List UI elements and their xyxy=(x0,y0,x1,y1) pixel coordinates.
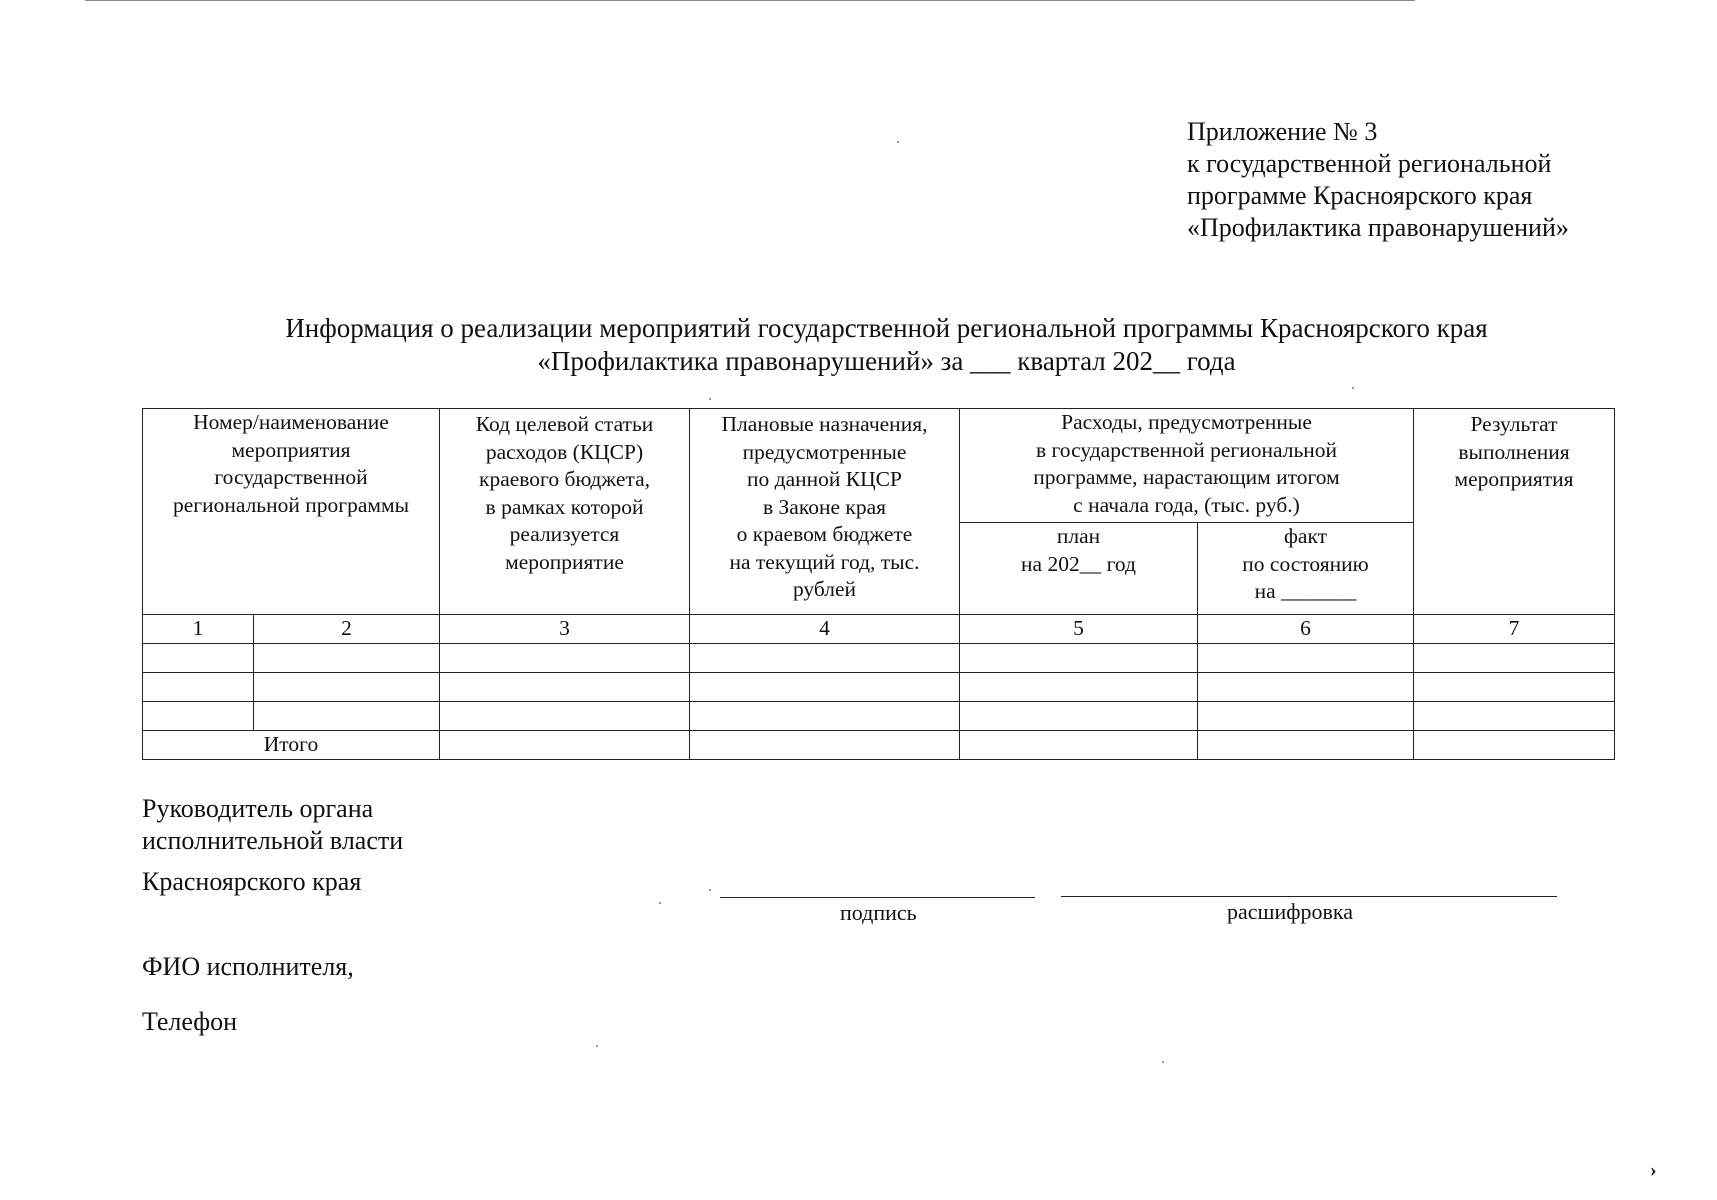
table-row xyxy=(143,672,1615,701)
table-cell[interactable] xyxy=(440,730,690,759)
title-line-1: Информация о реализации мероприятий государственной региональной программы Красноярского края xyxy=(285,313,1488,343)
appendix-line-4: «Профилактика правонарушений» xyxy=(1187,213,1569,242)
column-number: 4 xyxy=(690,615,960,644)
signature-caption: подпись xyxy=(840,900,917,925)
executor-label: ФИО исполнителя, xyxy=(142,952,354,981)
column-number: 6 xyxy=(1198,615,1414,644)
table-cell[interactable] xyxy=(960,672,1198,701)
table-cell[interactable] xyxy=(960,701,1198,730)
report-table xyxy=(142,408,1615,760)
signer-line-1: Руководитель органа xyxy=(142,794,374,823)
table-cell[interactable] xyxy=(1414,672,1615,701)
table-cell[interactable] xyxy=(143,701,254,730)
phone-label: Телефон xyxy=(142,1007,238,1036)
appendix-line-2: к государственной региональной xyxy=(1187,149,1552,178)
table-cell[interactable] xyxy=(690,672,960,701)
table-cell[interactable] xyxy=(690,730,960,759)
column-number: 5 xyxy=(960,615,1198,644)
total-label: Итого xyxy=(143,730,440,759)
table-cell[interactable] xyxy=(960,730,1198,759)
title-line-2: «Профилактика правонарушений» за ___ квартал 202__ года xyxy=(537,346,1236,376)
column-number: 1 xyxy=(143,615,254,644)
table-row xyxy=(143,643,1615,672)
scan-edge-mark: › xyxy=(1650,1159,1657,1181)
scan-speck xyxy=(709,889,711,891)
column-number: 7 xyxy=(1414,615,1615,644)
signer-line-2: исполнительной власти xyxy=(142,826,404,855)
header-expenses: Расходы, предусмотренные в государственной региональной программе, нарастающим итогом с начала года, (тыс. руб.) xyxy=(960,409,1414,523)
decoding-caption: расшифровка xyxy=(1227,899,1354,924)
table-cell[interactable] xyxy=(254,701,440,730)
header-fact: факт по состоянию на _______ xyxy=(1198,523,1414,615)
header-result: Результат выполнения мероприятия xyxy=(1414,409,1615,615)
total-row xyxy=(143,730,1615,759)
table-cell[interactable] xyxy=(1414,701,1615,730)
header-activity-name: Номер/наименование мероприятия государственной региональной программы xyxy=(143,409,440,615)
document-title xyxy=(0,312,1717,378)
table-cell[interactable] xyxy=(440,701,690,730)
column-number-row xyxy=(143,615,1615,644)
table-row xyxy=(143,701,1615,730)
appendix-line-3: программе Красноярского края xyxy=(1187,181,1533,210)
scan-speck xyxy=(1162,1061,1164,1063)
scan-speck xyxy=(659,902,661,904)
table-cell[interactable] xyxy=(690,701,960,730)
table-cell[interactable] xyxy=(143,643,254,672)
appendix-line-1: Приложение № 3 xyxy=(1187,117,1378,146)
table-cell[interactable] xyxy=(960,643,1198,672)
table-cell[interactable] xyxy=(1414,730,1615,759)
table-cell[interactable] xyxy=(1198,730,1414,759)
table-cell[interactable] xyxy=(440,643,690,672)
signature-line[interactable] xyxy=(720,897,1035,898)
signer-title xyxy=(142,793,403,857)
table-cell[interactable] xyxy=(440,672,690,701)
scan-speck xyxy=(897,141,899,143)
table-cell[interactable] xyxy=(254,672,440,701)
table-cell[interactable] xyxy=(1198,701,1414,730)
scan-speck xyxy=(596,1045,598,1047)
table-cell[interactable] xyxy=(254,643,440,672)
table-cell[interactable] xyxy=(690,643,960,672)
column-number: 2 xyxy=(254,615,440,644)
decoding-line[interactable] xyxy=(1061,896,1557,897)
scan-speck xyxy=(709,398,711,400)
scan-speck xyxy=(1352,387,1354,389)
signer-line-3: Красноярского края xyxy=(142,867,362,896)
header-kcsr-code: Код целевой статьи расходов (КЦСР) краевого бюджета, в рамках которой реализуется мероприятие xyxy=(440,409,690,615)
header-plan: план на 202__ год xyxy=(960,523,1198,615)
table-cell[interactable] xyxy=(143,672,254,701)
appendix-header xyxy=(1187,116,1569,244)
column-number: 3 xyxy=(440,615,690,644)
table-cell[interactable] xyxy=(1198,643,1414,672)
header-planned-allocations: Плановые назначения, предусмотренные по данной КЦСР в Законе края о краевом бюджете на текущий год, тыс. рублей xyxy=(690,409,960,615)
scan-edge-line xyxy=(85,0,1415,1)
table-cell[interactable] xyxy=(1414,643,1615,672)
table-cell[interactable] xyxy=(1198,672,1414,701)
